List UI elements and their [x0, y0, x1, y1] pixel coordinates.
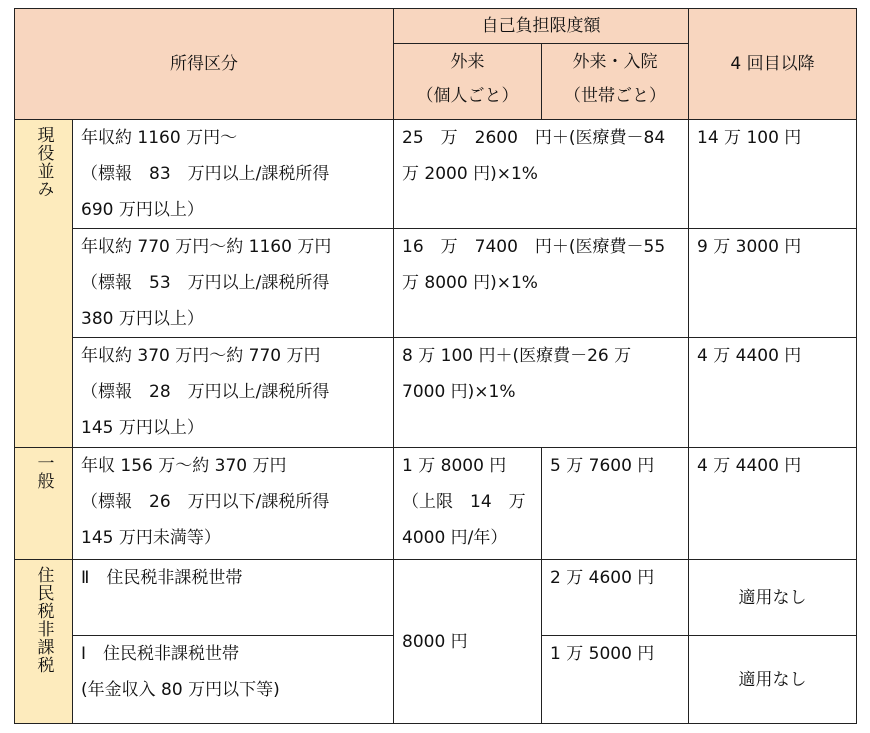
income-cell: [73, 338, 394, 448]
group-active-text: 現役並み: [33, 126, 54, 198]
income-cell: [73, 636, 394, 724]
limit-line: 16 万 7400 円＋(医療費－55: [402, 237, 666, 257]
header-outpatient-note: （個人ごと）: [416, 86, 519, 106]
group-label-active: [15, 120, 73, 448]
income-line: 145 万円未満等）: [81, 528, 221, 548]
group-general-text: 一般: [33, 454, 54, 490]
limit-cell: [394, 338, 689, 448]
fourth-cell: 適用なし: [689, 636, 857, 724]
fourth-cell: 適用なし: [689, 560, 857, 636]
table-row: [15, 560, 857, 636]
header-outpatient-inpatient: [542, 44, 689, 120]
income-cell: [73, 229, 394, 338]
income-cell: [73, 120, 394, 229]
income-line: 145 万円以上）: [81, 418, 204, 438]
group-label-exempt: [15, 560, 73, 724]
limit-line: 25 万 2600 円＋(医療費－84: [402, 128, 666, 148]
group-label-general: [15, 448, 73, 560]
income-line: 年収約 370 万円～約 770 万円: [81, 346, 321, 366]
income-line: （標報 53 万円以上/課税所得: [81, 273, 330, 293]
fourth-cell: 9 万 3000 円: [689, 229, 857, 338]
limit-cell: [394, 120, 689, 229]
outpatient-line: （上限 14 万: [402, 492, 526, 512]
income-line: 690 万円以上）: [81, 200, 204, 220]
limit-line: 万 8000 円)×1%: [402, 273, 538, 293]
fourth-cell: 14 万 100 円: [689, 120, 857, 229]
table-row: [15, 120, 857, 229]
income-line: 年収約 1160 万円～: [81, 128, 238, 148]
outpatient-line: 4000 円/年）: [402, 528, 508, 548]
fourth-cell: 4 万 4400 円: [689, 448, 857, 560]
limit-line: 8 万 100 円＋(医療費－26 万: [402, 346, 632, 366]
income-line: 年収約 770 万円～約 1160 万円: [81, 237, 332, 257]
header-outpatient-title: 外来: [450, 52, 485, 72]
header-income-category: 所得区分: [15, 9, 394, 120]
fourth-cell: 4 万 4400 円: [689, 338, 857, 448]
income-line: 380 万円以上）: [81, 309, 204, 329]
limit-line: 万 2000 円)×1%: [402, 164, 538, 184]
limit-cell: [394, 229, 689, 338]
household-cell: 1 万 5000 円: [542, 636, 689, 724]
income-line: 年収 156 万～約 370 万円: [81, 456, 287, 476]
header-household-note: （世帯ごと）: [564, 86, 666, 106]
income-line: （標報 26 万円以下/課税所得: [81, 492, 330, 512]
table-row: [15, 448, 857, 560]
header-fourth-onward: 4 回目以降: [689, 9, 857, 120]
income-line: （標報 28 万円以上/課税所得: [81, 382, 330, 402]
exempt-outpatient-cell: 8000 円: [394, 560, 542, 724]
outpatient-line: 1 万 8000 円: [402, 456, 507, 476]
cost-limit-table: [14, 8, 857, 724]
household-cell: 2 万 4600 円: [542, 560, 689, 636]
income-line: Ⅱ 住民税非課税世帯: [81, 568, 243, 588]
header-outpatient: [394, 44, 542, 120]
group-exempt-text: 住民税非課税: [33, 566, 54, 674]
header-limit-group: 自己負担限度額: [394, 9, 689, 44]
household-cell: 5 万 7600 円: [542, 448, 689, 560]
outpatient-cell: [394, 448, 542, 560]
limit-line: 7000 円)×1%: [402, 382, 516, 402]
income-cell: [73, 448, 394, 560]
income-line: Ⅰ 住民税非課税世帯: [81, 644, 240, 664]
income-line: (年金収入 80 万円以下等): [81, 680, 280, 700]
header-household-title: 外来・入院: [572, 52, 658, 72]
income-cell: [73, 560, 394, 636]
income-line: （標報 83 万円以上/課税所得: [81, 164, 330, 184]
table-row: [15, 229, 857, 338]
table-row: [15, 338, 857, 448]
